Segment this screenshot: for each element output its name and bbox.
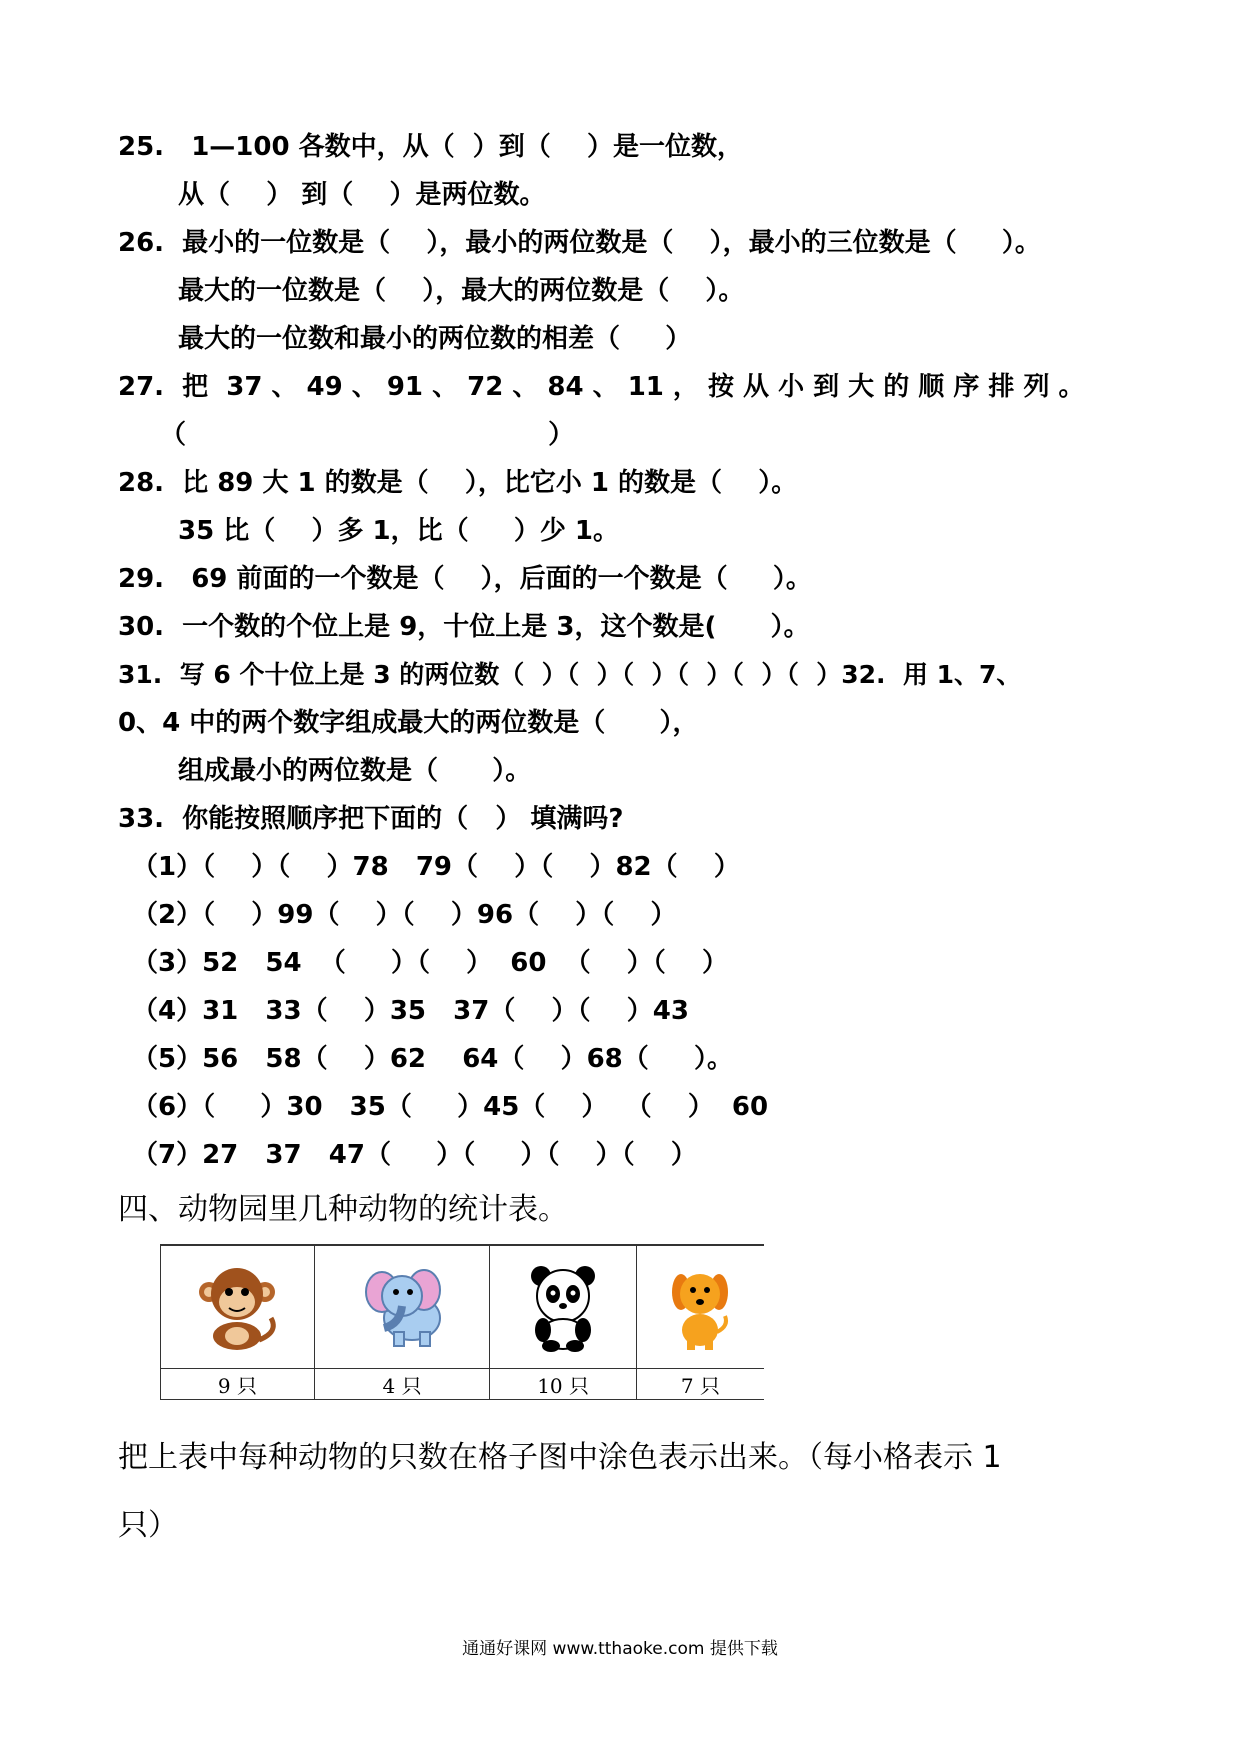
question-32-line2: 组成最小的两位数是（ ）。	[178, 756, 532, 786]
elephant-icon	[354, 1262, 450, 1352]
question-33: 33. 你能按照顺序把下面的（ ） 填满吗?	[118, 804, 624, 834]
dog-cell	[636, 1245, 764, 1369]
question-30: 30. 一个数的个位上是 9，十位上是 3，这个数是( ）。	[118, 612, 810, 642]
panda-count: 10 只	[490, 1369, 637, 1400]
question-28-line2: 35 比（ ）多 1，比（ ）少 1。	[178, 516, 619, 546]
elephant-count: 4 只	[314, 1369, 490, 1400]
question-27-line1: 27. 把 37 、 49 、 91 、 72 、 84 、 11 ， 按 从 小 到 大 的 顺 序 排 列 。	[118, 372, 1085, 402]
instruction-line2: 只）	[118, 1508, 178, 1543]
dog-count: 7 只	[636, 1369, 764, 1400]
question-32-line1: 0、4 中的两个数字组成最大的两位数是（ ），	[118, 708, 699, 738]
sequence-row-1: （1）（ ）（ ）78 79（ ）（ ）82（ ）	[132, 852, 740, 882]
question-26-line1: 26. 最小的一位数是（ ），最小的两位数是（ ），最小的三位数是（ ）。	[118, 228, 1041, 258]
question-25-line1: 25. 1—100 各数中，从（ ）到（ ）是一位数，	[118, 132, 743, 162]
sequence-row-3: （3）52 54 （ ）（ ） 60 （ ）（ ）	[132, 948, 728, 978]
section-4-heading: 四、动物园里几种动物的统计表。	[118, 1192, 568, 1227]
sequence-row-7: （7）27 37 47（ ）（ ）（ ）（ ）	[132, 1140, 697, 1170]
dog-icon	[665, 1262, 735, 1352]
sequence-row-2: （2）（ ）99（ ）（ ）96（ ）（ ）	[132, 900, 677, 930]
sequence-row-4: （4）31 33（ ）35 37（ ）（ ）43	[132, 996, 689, 1026]
monkey-icon	[195, 1262, 279, 1352]
question-26-line2: 最大的一位数是（ ），最大的两位数是（ ）。	[178, 276, 745, 306]
sequence-row-5: （5）56 58（ ）62 64（ ）68（ ）。	[132, 1044, 734, 1074]
question-28-line1: 28. 比 89 大 1 的数是（ ），比它小 1 的数是（ ）。	[118, 468, 798, 498]
question-29: 29. 69 前面的一个数是（ ），后面的一个数是（ ）。	[118, 564, 812, 594]
question-25-line2: 从（ ） 到（ ）是两位数。	[178, 180, 546, 210]
panda-cell	[490, 1245, 637, 1369]
monkey-cell	[161, 1245, 315, 1369]
instruction-line1: 把上表中每种动物的只数在格子图中涂色表示出来。（每小格表示 1	[118, 1440, 1002, 1475]
panda-icon	[523, 1262, 603, 1352]
monkey-count: 9 只	[161, 1369, 315, 1400]
elephant-cell	[314, 1245, 490, 1369]
sequence-row-6: （6）（ ）30 35（ ）45（ ） （ ） 60	[132, 1092, 769, 1122]
question-27-answer-blank: （ ）	[160, 420, 575, 450]
question-26-line3: 最大的一位数和最小的两位数的相差（ ）	[178, 324, 692, 354]
animal-stats-table	[160, 1244, 764, 1400]
question-31-line1: 31. 写 6 个十位上是 3 的两位数（ ）（ ）（ ）（ ）（ ）（ ）32. 用 1、7、	[118, 660, 1022, 689]
footer-credit: 通通好课网 www.tthaoke.com 提供下载	[462, 1639, 778, 1659]
